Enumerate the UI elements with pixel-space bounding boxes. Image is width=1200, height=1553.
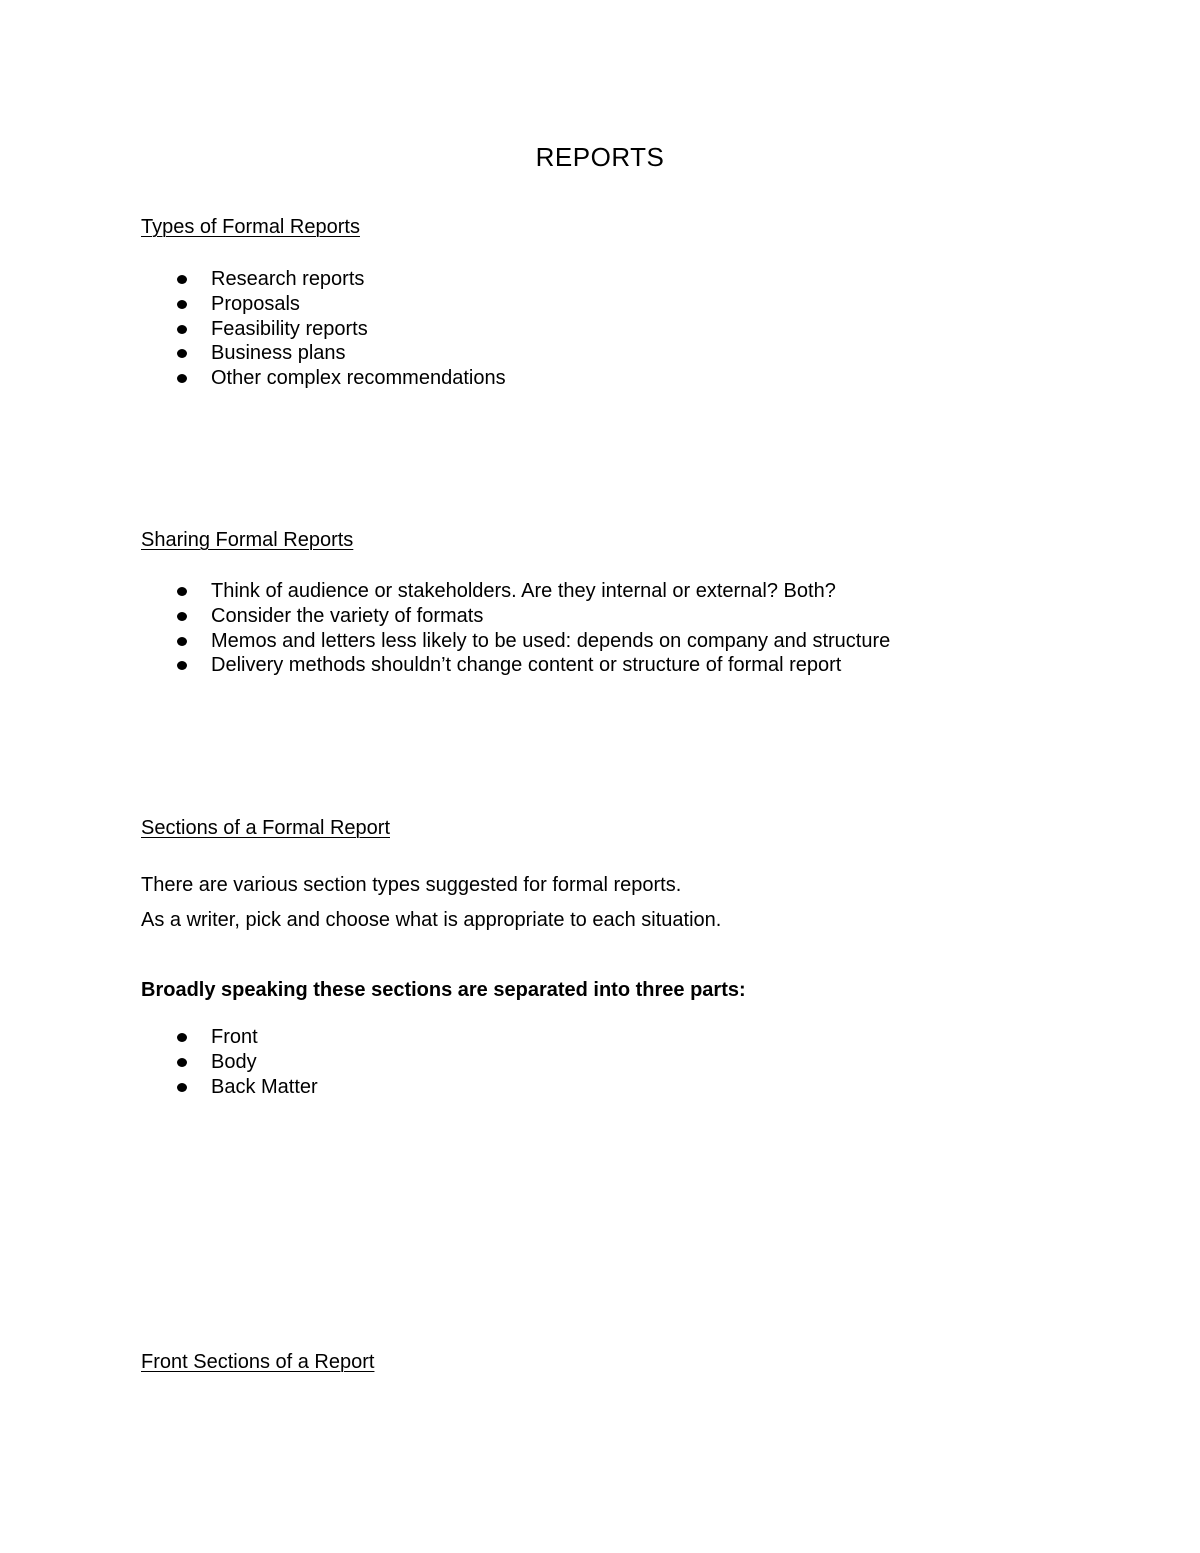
body-paragraph: As a writer, pick and choose what is appropriate to each situation. xyxy=(141,909,722,931)
document-title: REPORTS xyxy=(535,142,665,172)
bullet-icon xyxy=(177,275,187,284)
section-heading-sharing: Sharing Formal Reports xyxy=(141,529,354,551)
bold-statement: Broadly speaking these sections are separated into three parts: xyxy=(141,979,746,1001)
bullet-icon xyxy=(177,300,187,309)
bullet-icon xyxy=(177,637,187,646)
body-paragraph: There are various section types suggested for formal reports. xyxy=(141,874,682,896)
section-heading-sections: Sections of a Formal Report xyxy=(141,817,390,839)
bullet-icon xyxy=(177,661,187,670)
bullet-icon xyxy=(177,1033,187,1042)
section-heading-types: Types of Formal Reports xyxy=(141,216,360,238)
bullet-icon xyxy=(177,374,187,383)
bullet-icon xyxy=(177,349,187,358)
bullet-icon xyxy=(177,1058,187,1067)
bullet-icon xyxy=(177,587,187,596)
document-page: REPORTS Types of Formal Reports Research reports Proposals Feasibility reports Business plans Other complex recommendations Sharing Formal Reports Think of audience or stakeholders. Are they internal or external? Both? Consider the variety of formats Memos and letters less likely to be used: depends on company and structure Delivery methods shouldn’t change content or structure of formal report Sections of a Formal Report There are various section types suggested for formal reports. As a writer, pick and choose what is appropriate to each situation. Broadly speaking these sections are separated into three parts: Front Body Back Matter Front Sections of a Report xyxy=(0,0,1200,1553)
bullet-icon xyxy=(177,325,187,334)
section-heading-front: Front Sections of a Report xyxy=(141,1351,375,1373)
bullet-icon xyxy=(177,1083,187,1092)
bullet-icon xyxy=(177,612,187,621)
